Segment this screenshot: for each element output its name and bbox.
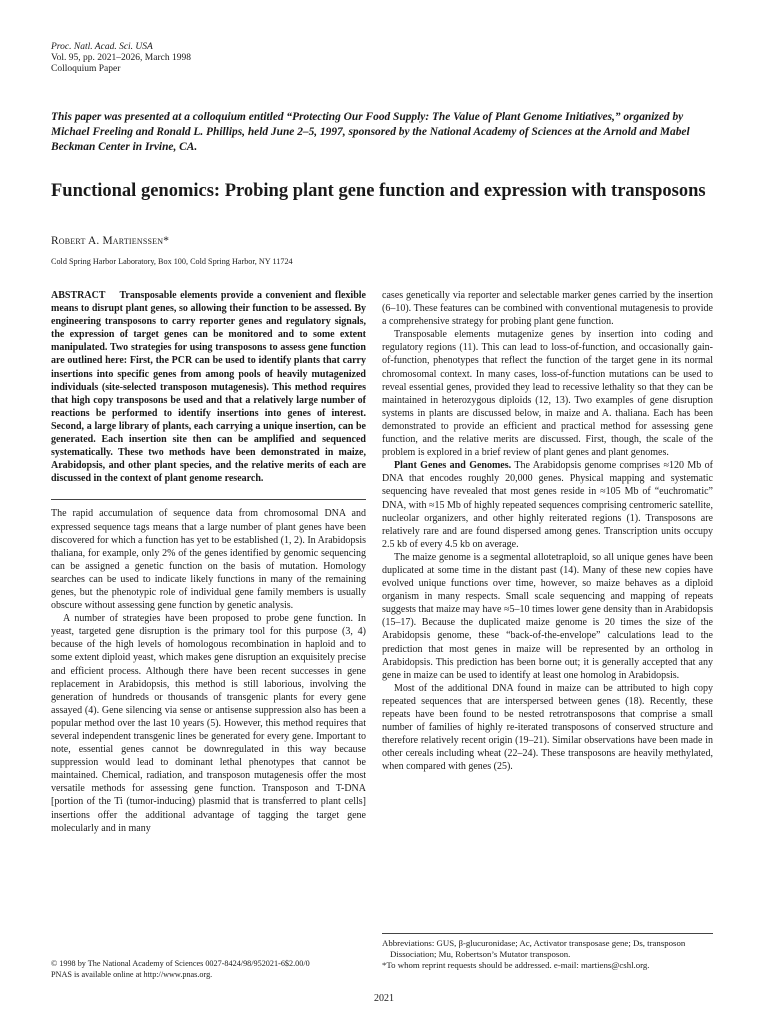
- body-paragraph: Most of the additional DNA found in maize can be attributed to high copy repeated sequences that are interspersed between genes (18). Recently, these repeats have been found to be nested retrotransposons that comprise a small number of families of highly re-iterated transposons of conserved structure and therefore relatively recent origin (19–21). Similar observations have been made in other cereals including wheat (22–24). These transposons are heavily methylated, when compared with genes (25).: [382, 682, 713, 773]
- page-number: 2021: [374, 993, 394, 1004]
- journal-header: [51, 42, 191, 75]
- body-paragraph: cases genetically via reporter and selectable marker genes carried by the insertion (6–10). These features can be combined with conventional mutagenesis to provide a comprehensive strategy for probing plant gene function.: [382, 290, 713, 328]
- abstract-divider: [51, 499, 366, 500]
- paper-title: Functional genomics: Probing plant gene function and expression with transposons: [51, 181, 706, 201]
- copyright-line: © 1998 by The National Academy of Sciences 0027-8424/98/952021-6$2.00/0: [51, 959, 310, 968]
- body-paragraph: The rapid accumulation of sequence data from chromosomal DNA and expressed sequence tags means that a large number of plant genes have been discovered for which a function has yet to be established (1, 2). In Arabidopsis thaliana, for example, only 2% of the genes identified by genomic sequencing can be assigned a genetic function on the basis of mutation. Homology searches can be used to indicate likely functions in many of the remaining genes, but the phenotypic role of individual gene family members is usually obscure without assessing gene function by genetic analysis.: [51, 508, 366, 612]
- abbreviations-footnote: Abbreviations: GUS, β-glucuronidase; Ac, Activator transposase gene; Ds, transposon Dissociation; Mu, Robertson’s Mutator transposon.: [382, 938, 686, 959]
- abstract-text: Transposable elements provide a convenient and flexible means to disrupt plant genes, so allowing their function to be assessed. By engineering transposons to carry reporter genes and regulatory signals, the expression of target genes can be monitored and to some extent manipulated. Two strategies for using transposons to assess gene function are outlined here: First, the PCR can be used to identify plants that carry insertions into specific genes from among pools of heavily mutagenized individuals (site-selected transposon mutagenesis). This method requires that high copy transposons be used and that a relatively large number of reactions be performed to identify insertions into genes of interest. Second, a large library of plants, each carrying a unique insertion, can be generated. Each insertion site then can be amplified and sequenced systematically. These two methods have been demonstrated in maize, Arabidopsis, and other plant species, and the relative merits of each are discussed in the context of plant genome research.: [51, 290, 366, 485]
- body-paragraph: A number of strategies have been proposed to probe gene function. In yeast, targeted gene disruption is the primary tool for this purpose (3, 4) because of the high levels of homologous recombination in haploid and to some extent diploid yeast, which makes gene disruption an exquisitely precise and efficient process. Although there have been recent successes in gene replacement in Arabidopsis, this method is still laborious, involving the generation of hundreds or thousands of transgenic plants for every gene assayed (4). Gene silencing via sense or antisense suppression also has been a popular method over the last 10 years (5). However, this method requires that several independent transgenic lines be generated for every gene. Important to note, essential genes cannot be downregulated in this way because suppression would lead to dominant lethal phenotypes that cannot be maintained. Chemical, radiation, and transposon mutagenesis offer the most versatile methods for assessing gene function. Transposon and T-DNA [portion of the Ti (tumor-inducing) plasmid that is transferred to plant cells] insertions offer the additional advantage of tagging the target gene molecularly and in many: [51, 613, 366, 834]
- author-name: Robert A. Martienssen*: [51, 235, 170, 247]
- volume-info: Vol. 95, pp. 2021–2026, March 1998: [51, 53, 191, 63]
- footnotes: [382, 933, 713, 971]
- abstract: [51, 289, 366, 485]
- section-heading: Plant Genes and Genomes.: [394, 460, 512, 472]
- journal-name: Proc. Natl. Acad. Sci. USA: [51, 42, 153, 52]
- abstract-label: ABSTRACT: [51, 290, 106, 301]
- right-column: [382, 289, 713, 773]
- body-paragraph: The maize genome is a segmental allotetraploid, so all unique genes have been duplicated at some time in the distant past (14). Many of these new copies have evolved unique functions over time, however, so maize behaves as a diploid organism in many respects. Small scale sequencing and mapping of repeats suggests that maize may have ≈5–10 times lower gene density than in Arabidopsis (15–17). Because the duplicated maize genome is 20 times the size of the Arabidopsis genome, these “back-of-the-envelope” calculations lead to the prediction that most genes in maize will be represented by an ortholog in Arabidopsis. This prediction has been borne out; it is generally accepted that any gene in maize can be used to identify at least one homolog in Arabidopsis.: [382, 551, 713, 681]
- left-column: [51, 289, 366, 835]
- corresponding-author-footnote: *To whom reprint requests should be addressed. e-mail: martiens@cshl.org.: [382, 960, 650, 970]
- copyright-notice: [51, 959, 366, 980]
- section-paragraph: [382, 459, 713, 551]
- colloquium-note: This paper was presented at a colloquium entitled “Protecting Our Food Supply: The Value of Plant Genome Initiatives,” organized by Michael Freeling and Ronald L. Phillips, held June 2–5, 1997, sponsored by the National Academy of Sciences at the Arnold and Mabel Beckman Center in Irvine, CA.: [51, 111, 690, 153]
- pnas-online-line: PNAS is available online at http://www.pnas.org.: [51, 969, 213, 979]
- paper-type: Colloquium Paper: [51, 64, 121, 74]
- author-affiliation: Cold Spring Harbor Laboratory, Box 100, Cold Spring Harbor, NY 11724: [51, 257, 293, 266]
- section-text: The Arabidopsis genome comprises ≈120 Mb of DNA that encodes roughly 20,000 genes. Physical mapping and systematic sequencing have revealed that most genes reside in ≈105 Mb of “euchromatic” DNA, with ≈15 Mb of highly repeated sequences comprising centromeric satellite, nucleolar organizers, and other highly reiterated regions (1). Transposons are relatively rare and are found dispersed among genes. Transcription units occupy 2.5 kb of every 4.5 kb on average.: [382, 460, 713, 550]
- body-paragraph: Transposable elements mutagenize genes by insertion into coding and regulatory regions (11). This can lead to loss-of-function, and occasionally gain-of-function, phenotypes that reflect the function of the target gene in its normal chromosomal context. In many cases, loss-of-function mutations can be used to reveal essential genes, provided they lead to recessive lethality so that they can be maintained in heterozygous diploids (12, 13). Two examples of gene disruption systems in plants are discussed below, in maize and A. thaliana. Each has been demonstrated to provide an efficient and practical method for assessing gene function, and the relative merits are discussed. First, though, the scale of the problem is explored in a brief review of plant genes and plant genomes.: [382, 329, 713, 459]
